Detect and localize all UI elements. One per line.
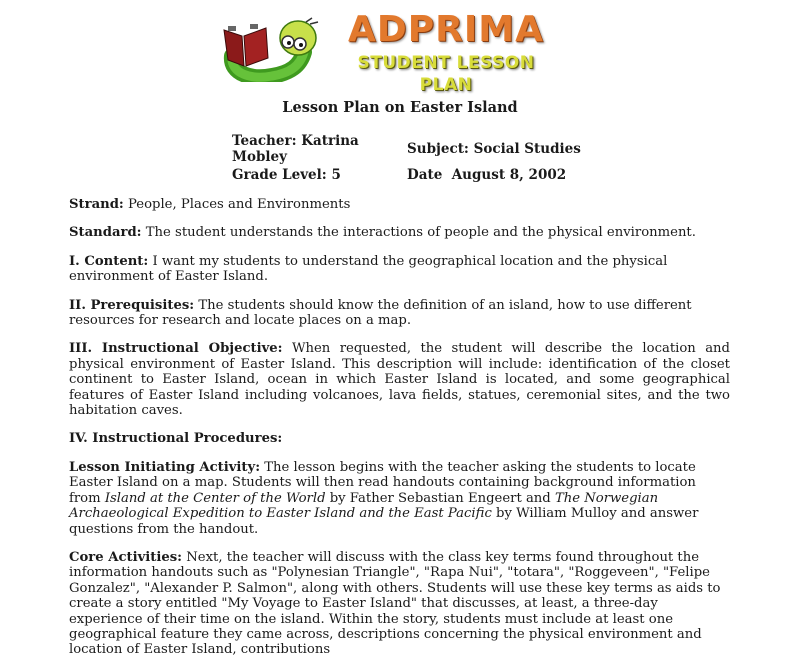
- teacher-label: Teacher:: [232, 133, 297, 149]
- standard-label: Standard:: [69, 225, 142, 241]
- grade-value: 5: [331, 167, 341, 183]
- initiating-text-2: by Father Sebastian Engeert and: [325, 490, 555, 506]
- prerequisites-text: The students should know the definition of an island, how to use different resources for research and locate places on a map.: [69, 297, 692, 329]
- objective-section: [69, 341, 730, 418]
- core-label: Core Activities:: [69, 549, 183, 565]
- strand-text: People, Places and Environments: [128, 197, 351, 212]
- content-section: [69, 254, 730, 285]
- adprima-logo: [222, 8, 562, 95]
- page-title: Lesson Plan on Easter Island: [282, 99, 518, 116]
- subject-label: Subject:: [407, 141, 469, 157]
- date-label: Date: [407, 167, 443, 183]
- prerequisites-section: [69, 298, 730, 329]
- initiating-label: Lesson Initiating Activity:: [69, 459, 261, 475]
- prerequisites-label: II. Prerequisites:: [69, 297, 195, 313]
- bookworm-reading-icon: [222, 16, 326, 82]
- standard-text: The student understands the interactions of people and the physical environment.: [145, 225, 696, 241]
- brand-name: ADPRIMA: [348, 9, 544, 50]
- teacher-field: [232, 133, 382, 165]
- subject-value: Social Studies: [473, 141, 581, 157]
- initiating-section: [69, 460, 730, 537]
- objective-text: When requested, the student will describe the location and physical environment of Easter Island. This description will include: identification of the closet continent to Easter Island, ocean in which Easter Island is located, and some geographical features of Easter Island including volcanoes, lava fields, statues, ceremonial sites, and the two habitation caves.: [69, 341, 730, 419]
- strand-label: Strand:: [69, 197, 124, 212]
- brand-tagline: STUDENT LESSON PLAN: [357, 53, 535, 95]
- standard-section: [69, 225, 730, 240]
- content-text: I want my students to understand the geographical location and the physical environment of Easter Island.: [69, 253, 668, 285]
- strand-section: [69, 197, 730, 212]
- core-text: Next, the teacher will discuss with the class key terms found throughout the information handouts such as "Polynesian Triangle", "Rapa Nui", "totara", "Roggeveen", "Felipe Gonzalez", "Alexander P. Salmon", along with others. Students will use these key terms as aids to create a story entitled "My Voyage to Easter Island" that discusses, at least, a three-day experience of their time on the island. Within the story, students must include at least one geographical feature they came across, descriptions concerning the physical environment and location of Easter Island, contributions: [69, 549, 721, 658]
- procedures-label: IV. Instructional Procedures:: [69, 431, 283, 447]
- initiating-text-1: The lesson begins with the teacher asking the students to locate Easter Island on a map. Students will then read handouts containing background information from: [69, 459, 696, 506]
- book-title-2: The Norwegian Archaeological Expedition to Easter Island and the East Pacific: [69, 490, 659, 522]
- core-section: [69, 550, 730, 658]
- initiating-text-3: by William Mulloy and answer questions from the handout.: [69, 506, 699, 537]
- date-field: [407, 167, 566, 183]
- procedures-heading: [69, 431, 730, 446]
- book-title-1: Island at the Center of the World: [104, 490, 326, 506]
- objective-label: III. Instructional Objective:: [69, 341, 283, 357]
- grade-label: Grade Level:: [232, 167, 327, 183]
- grade-field: [232, 167, 341, 183]
- date-value: August 8, 2002: [451, 167, 567, 183]
- content-label: I. Content:: [69, 253, 149, 269]
- brand-wordmark: [328, 8, 564, 95]
- subject-field: [407, 141, 581, 157]
- teacher-value: Katrina Mobley: [232, 133, 359, 165]
